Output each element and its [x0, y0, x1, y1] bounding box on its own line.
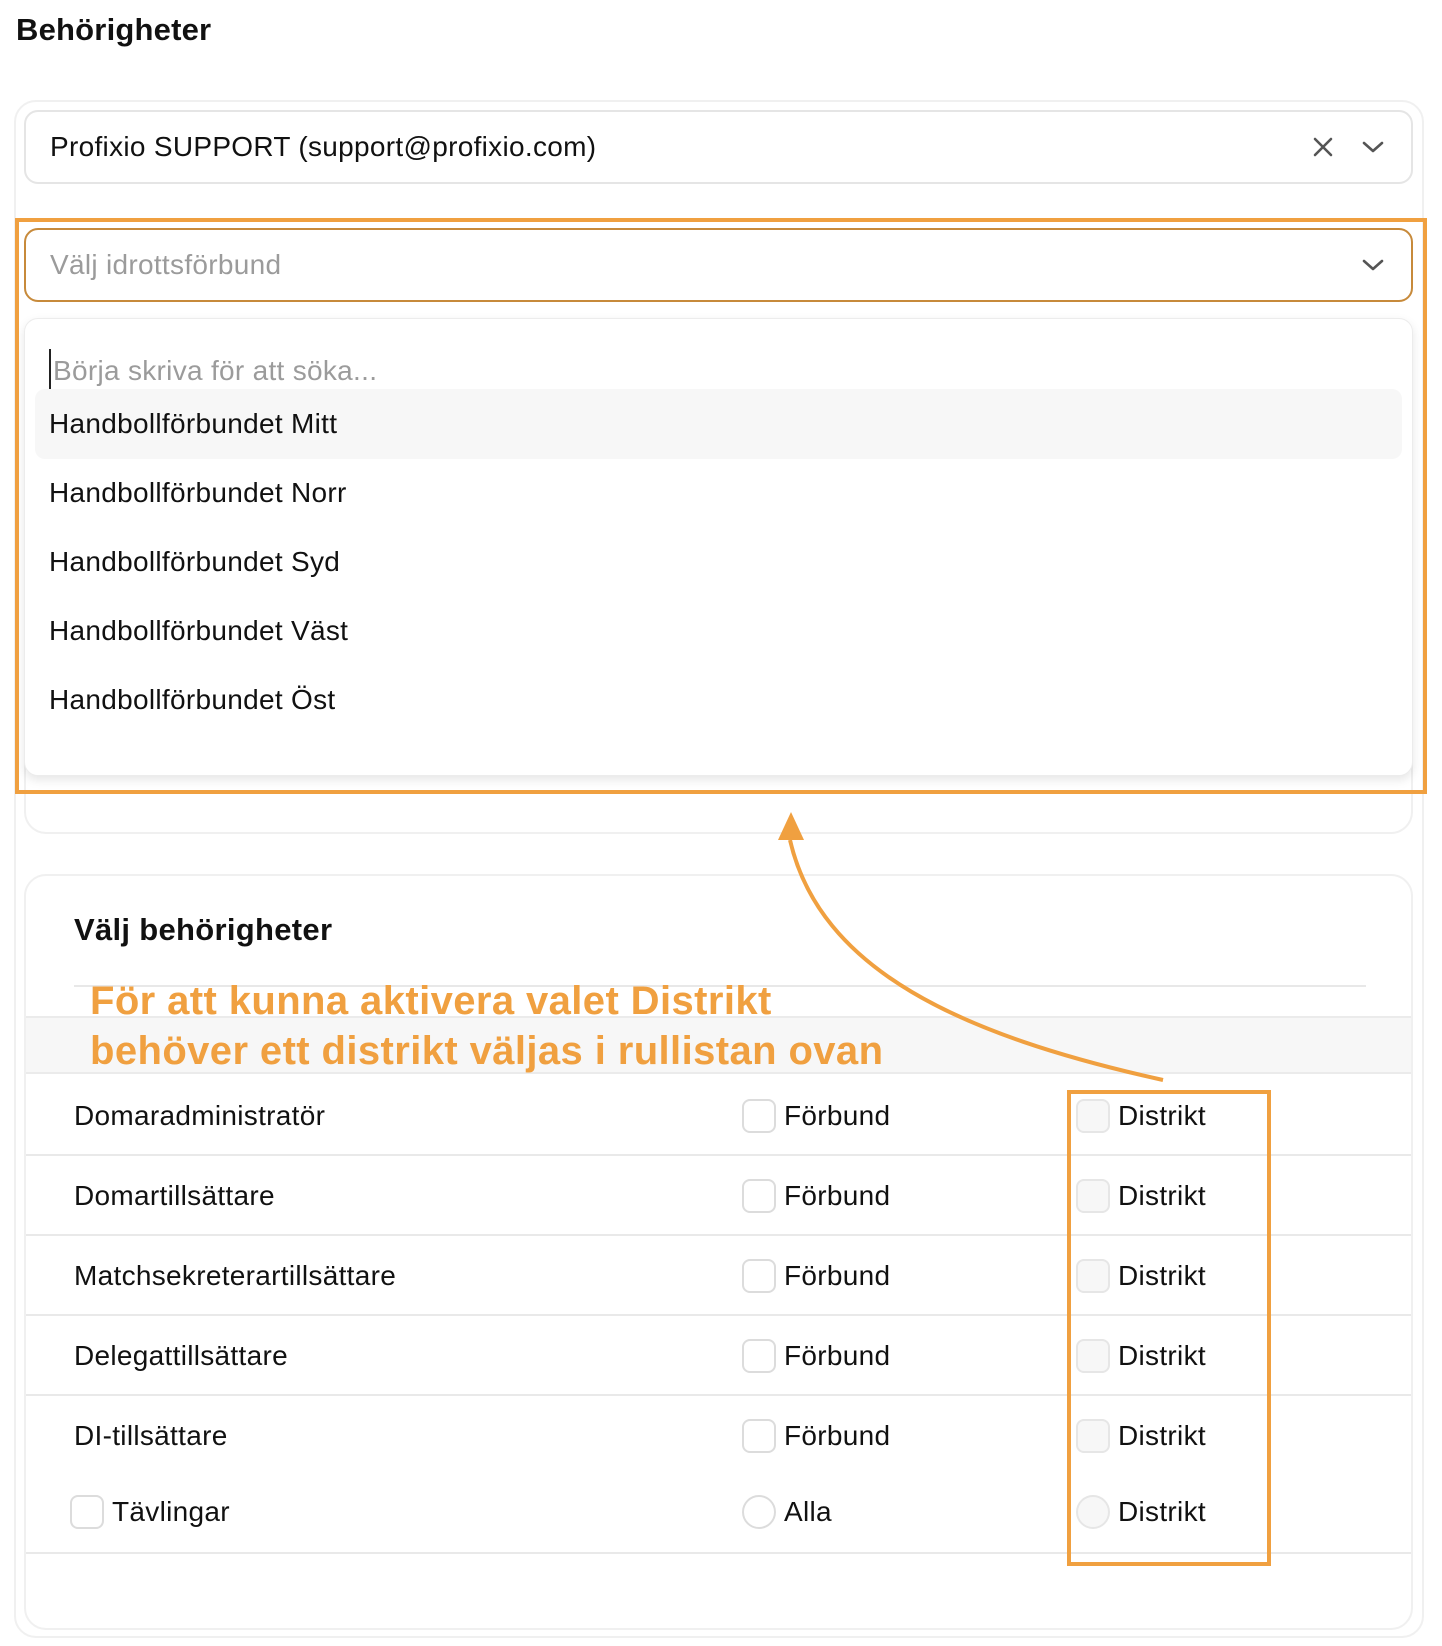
- competitions-checkbox[interactable]: [70, 1495, 104, 1529]
- federation-dropdown: [24, 318, 1413, 776]
- distrikt-option: [1076, 1236, 1206, 1316]
- forbund-option[interactable]: [742, 1396, 890, 1476]
- forbund-checkbox[interactable]: [742, 1179, 776, 1213]
- distrikt-label: Distrikt: [1118, 1260, 1206, 1291]
- forbund-label: Förbund: [784, 1260, 891, 1291]
- distrikt-checkbox: [1076, 1339, 1110, 1373]
- forbund-checkbox[interactable]: [742, 1419, 776, 1453]
- permissions-title: Välj behörigheter: [74, 912, 333, 947]
- permission-label: Matchsekreterartillsättare: [74, 1260, 397, 1291]
- federation-select[interactable]: [24, 228, 1413, 302]
- table-row: [26, 1316, 1411, 1396]
- forbund-label: Förbund: [784, 1420, 891, 1451]
- distrikt-label: Distrikt: [1118, 1496, 1206, 1527]
- permission-label: Domaradministratör: [74, 1100, 326, 1131]
- user-select[interactable]: [24, 110, 1413, 184]
- dropdown-option[interactable]: Handbollförbundet Öst: [49, 684, 336, 715]
- federation-select-placeholder: Välj idrottsförbund: [50, 249, 282, 280]
- forbund-label: Förbund: [784, 1180, 891, 1211]
- distrikt-label: Distrikt: [1118, 1180, 1206, 1211]
- dropdown-option[interactable]: Handbollförbundet Norr: [49, 477, 347, 508]
- permission-label: DI-tillsättare: [74, 1420, 228, 1451]
- page-title: Behörigheter: [16, 12, 212, 47]
- annotation-line: behöver ett distrikt väljas i rullistan ovan: [90, 1029, 884, 1073]
- distrikt-option: [1076, 1076, 1206, 1156]
- chevron-down-icon[interactable]: [1359, 133, 1387, 161]
- alla-label: Alla: [784, 1496, 832, 1527]
- table-row: [26, 1396, 1411, 1476]
- forbund-option[interactable]: [742, 1236, 890, 1316]
- alla-radio[interactable]: [742, 1495, 776, 1529]
- forbund-label: Förbund: [784, 1100, 891, 1131]
- distrikt-checkbox: [1076, 1259, 1110, 1293]
- distrikt-option: [1076, 1316, 1206, 1396]
- forbund-checkbox[interactable]: [742, 1339, 776, 1373]
- distrikt-option: [1076, 1472, 1206, 1552]
- user-select-value: Profixio SUPPORT (support@profixio.com): [50, 131, 597, 162]
- search-input[interactable]: [49, 349, 1349, 393]
- forbund-option[interactable]: [742, 1316, 890, 1396]
- table-row: [26, 1156, 1411, 1236]
- competitions-label: Tävlingar: [112, 1496, 230, 1527]
- competitions-row: [26, 1472, 1411, 1554]
- forbund-label: Förbund: [784, 1340, 891, 1371]
- dropdown-option[interactable]: Handbollförbundet Syd: [49, 546, 341, 577]
- table-row: [26, 1076, 1411, 1156]
- annotation-line: För att kunna aktivera valet Distrikt: [90, 979, 772, 1023]
- distrikt-option: [1076, 1156, 1206, 1236]
- distrikt-label: Distrikt: [1118, 1100, 1206, 1131]
- distrikt-checkbox: [1076, 1419, 1110, 1453]
- distrikt-checkbox: [1076, 1099, 1110, 1133]
- chevron-down-icon[interactable]: [1359, 251, 1387, 279]
- annotation-text: [90, 976, 883, 1076]
- distrikt-option: [1076, 1396, 1206, 1476]
- forbund-checkbox[interactable]: [742, 1099, 776, 1133]
- forbund-option[interactable]: [742, 1156, 890, 1236]
- distrikt-radio: [1076, 1495, 1110, 1529]
- dropdown-option[interactable]: Handbollförbundet Väst: [49, 615, 349, 646]
- permission-label: Delegattillsättare: [74, 1340, 288, 1371]
- dropdown-option[interactable]: Handbollförbundet Mitt: [35, 389, 1402, 459]
- permission-label: Domartillsättare: [74, 1180, 275, 1211]
- forbund-checkbox[interactable]: [742, 1259, 776, 1293]
- forbund-option[interactable]: [742, 1076, 890, 1156]
- distrikt-checkbox: [1076, 1179, 1110, 1213]
- distrikt-label: Distrikt: [1118, 1340, 1206, 1371]
- table-row: [26, 1236, 1411, 1316]
- distrikt-label: Distrikt: [1118, 1420, 1206, 1451]
- close-icon[interactable]: [1309, 133, 1337, 161]
- competitions-option[interactable]: [70, 1472, 230, 1552]
- alla-option[interactable]: [742, 1472, 832, 1552]
